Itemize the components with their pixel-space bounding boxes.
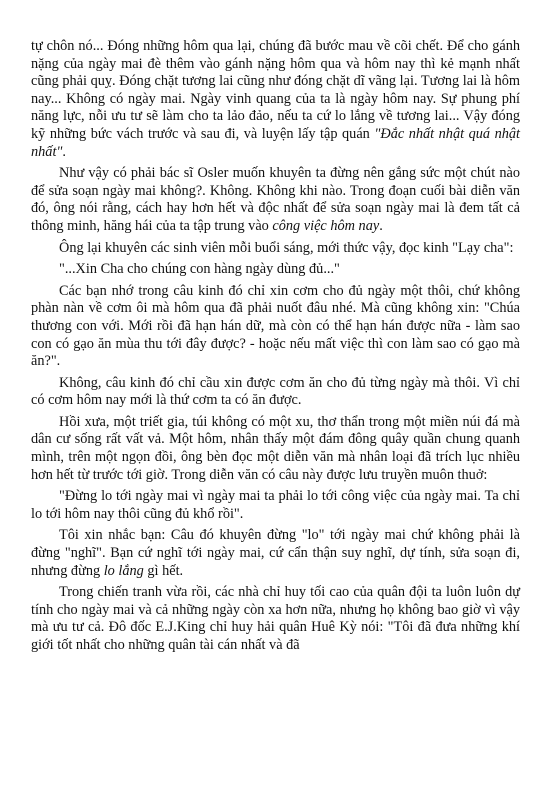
paragraph — [31, 414, 520, 484]
paragraph — [31, 527, 520, 580]
text-run: Hồi xưa, một triết gia, túi không có một xu, thơ thẩn trong một miền núi đá mà dân cư sống rất vất vả. Một hôm, nhân thấy một đám đông quây quần chung quanh mình, trên một ngọn đồi, ông bèn đọc một diễn văn mà nhân loại đã trích lục nhiều hơn hết từ trước tới giờ. Trong diễn văn có câu này được lưu truyền muôn thuở: — [31, 413, 520, 483]
italic-text-run: lo lắng — [103, 562, 144, 579]
text-run: gì hết. — [143, 562, 184, 579]
paragraph — [31, 165, 520, 235]
text-run: Các bạn nhớ trong câu kinh đó chỉ xin cơm cho đủ ngày một thôi, chứ không phàn nàn về cơm ôi mà hôm qua đã phải nuốt đâu nhé. Mà cũng không xin: "Chúa thương con với. Mới rồi đã hạn hán dữ, mà còn có thể hạn hán được nữa - làm sao con có gạo ăn mùa thu tới đây được? - hoặc nếu mất việc thì con làm sao có gạo mà ăn?". — [31, 282, 520, 370]
text-run: Trong chiến tranh vừa rồi, các nhà chỉ huy tối cao của quân đội ta luôn luôn dự tính cho ngày mai và cả những ngày còn xa hơn nữa, nhưng họ không bao giờ vì vậy mà ưu tư cả. Đô đốc E.J.King chỉ huy hải quân Huê Kỳ nói: "Tôi đã đưa những khí giới tốt nhất cho những quân tài cán nhất và đã — [31, 584, 520, 653]
text-run: . — [379, 217, 383, 234]
text-run: Như vậy có phải bác sĩ Osler muốn khuyên ta đừng nên gắng sức một chút nào để sửa soạn ngày mai không?. Không. Không khi nào. Trong đoạn cuối bài diễn văn đó, ông nói rằng, cách hay hơn hết và độc nhất để sửa soạn ngày mai là đem tất cả thông minh, hăng hái của ta tập trung vào — [31, 165, 520, 234]
paragraph — [31, 584, 520, 654]
italic-text-run: "Đắc nhất nhật quá nhật nhất" — [31, 125, 520, 160]
text-run: Tôi xin nhắc bạn: Câu đó khuyên đừng "lo" tới ngày mai chứ không phải là đừng "nghĩ". Bạn cứ nghĩ tới ngày mai, cứ cẩn thận suy nghĩ, dự tính, sửa soạn đi, nhưng đừng — [31, 527, 520, 579]
text-run: "...Xin Cha cho chúng con hàng ngày dùng đủ..." — [59, 261, 340, 278]
paragraph — [31, 38, 520, 161]
text-run: tự chôn nó... Đóng những hôm qua lại, chúng đã bước mau về cõi chết. Để cho gánh nặng của ngày mai đè thêm vào gánh nặng hôm qua và hôm nay thì kẻ mạnh nhất cũng phải quỵ. Đóng chặt tương lai cũng như đóng chặt dĩ vãng lại. Tương lai là hôm nay... Không có ngày mai. Ngày vinh quang của ta là ngày hôm nay. Sự phung phí năng lực, nỗi ưu tư sẽ làm cho ta lảo đảo, nếu ta cứ lo lắng về tương lai... Vậy đóng kỹ những bức vách trước và sau đi, và luyện lấy tập quán — [31, 38, 520, 142]
paragraph — [31, 240, 520, 258]
text-run: . — [62, 143, 66, 160]
paragraph — [31, 375, 520, 410]
quoted-saying — [31, 488, 520, 523]
paragraph — [31, 283, 520, 371]
quoted-prayer — [31, 261, 520, 279]
text-run: Ông lại khuyên các sinh viên mỗi buổi sáng, mới thức vậy, đọc kinh "Lạy cha": — [59, 239, 514, 256]
text-run: Không, câu kinh đó chỉ cầu xin được cơm ăn cho đủ từng ngày mà thôi. Vì chỉ có cơm hôm nay mới là thứ cơm ta có ăn được. — [31, 374, 520, 409]
italic-text-run: công việc hôm nay — [272, 217, 380, 234]
text-run: "Đừng lo tới ngày mai vì ngày mai ta phải lo tới công việc của ngày mai. Ta chỉ lo tới hôm nay thôi cũng đủ khổ rồi". — [31, 488, 520, 522]
